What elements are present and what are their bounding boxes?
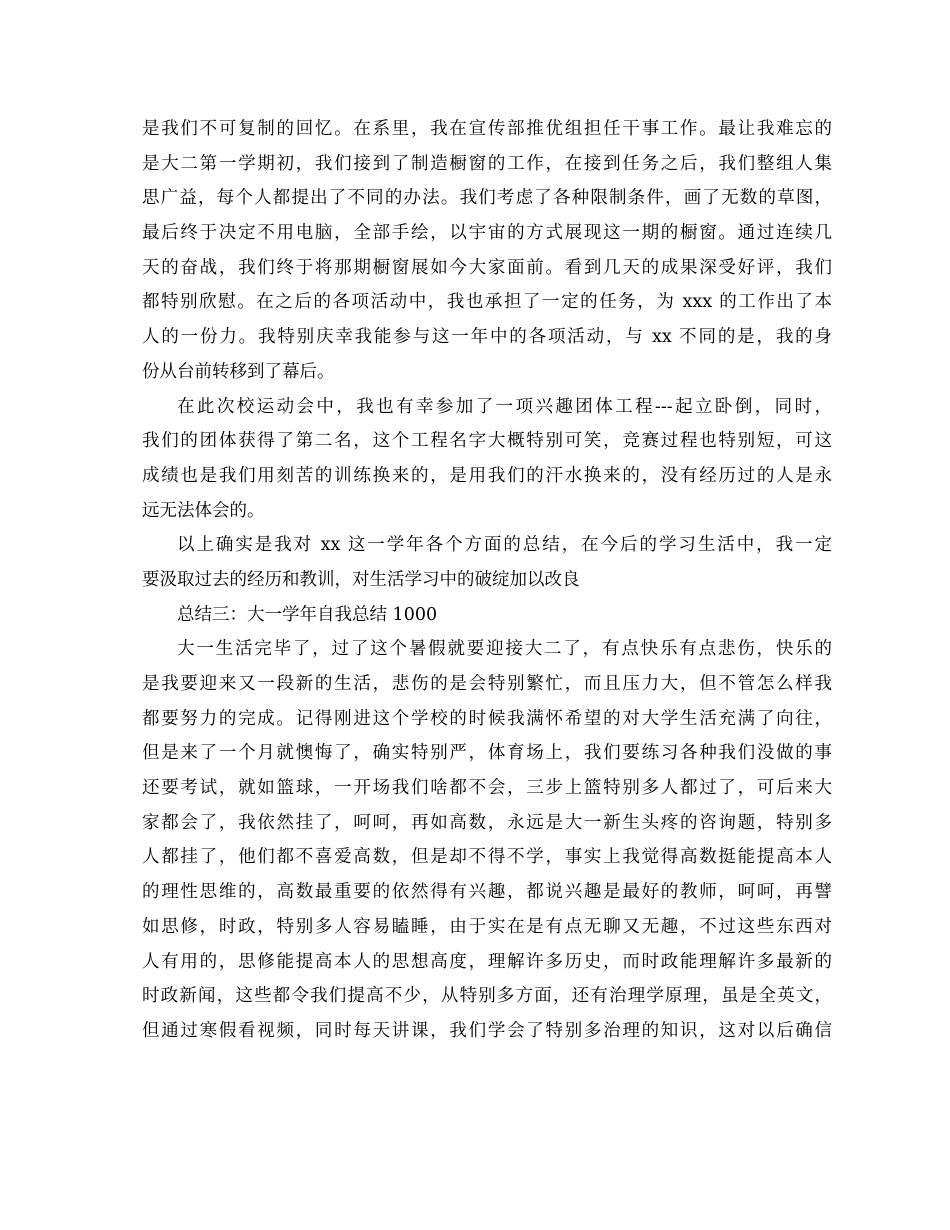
section-heading: 总结三：大一学年自我总结 1000 bbox=[177, 604, 438, 625]
text-line: 份从台前转移到了幕后。 bbox=[142, 361, 335, 382]
paragraph-start-line: 以上确实是我对 xx 这一学年各个方面的总结，在今后的学习生活中，我一定 bbox=[177, 535, 832, 556]
text-line: 是大二第一学期初，我们接到了制造橱窗的工作，在接到任务之后，我们整组人集 bbox=[142, 153, 832, 174]
text-line: 人的一份力。我特别庆幸我能参与这一年中的各项活动，与 xx 不同的是，我的身 bbox=[142, 327, 832, 348]
text-line: 但通过寒假看视频，同时每天讲课，我们学会了特别多治理的知识，这对以后确信 bbox=[142, 1020, 832, 1041]
paragraph-start-line: 在此次校运动会中，我也有幸参加了一项兴趣团体工程---起立卧倒，同时， bbox=[177, 396, 832, 417]
text-line: 时政新闻，这些都令我们提高不少，从特别多方面，还有治理学原理，虽是全英文， bbox=[142, 986, 832, 1007]
text-line: 但是来了一个月就懊悔了，确实特别严，体育场上，我们要练习各种我们没做的事 bbox=[142, 743, 832, 764]
document-body bbox=[142, 112, 832, 1049]
text-line: 天的奋战，我们终于将那期橱窗展如今大家面前。看到几天的成果深受好评，我们 bbox=[142, 257, 832, 278]
text-line: 都特别欣慰。在之后的各项活动中，我也承担了一定的任务，为 xxx 的工作出了本 bbox=[142, 292, 832, 313]
text-line: 我们的团体获得了第二名，这个工程名字大概特别可笑，竞赛过程也特别短，可这 bbox=[142, 431, 832, 452]
text-line: 的理性思维的，高数最重要的依然得有兴趣，都说兴趣是最好的教师，呵呵，再譬 bbox=[142, 882, 832, 903]
paragraph-start-line: 大一生活完毕了，过了这个暑假就要迎接大二了，有点快乐有点悲伤，快乐的 bbox=[177, 639, 832, 660]
text-line: 还要考试，就如篮球，一开场我们啥都不会，三步上篮特别多人都过了，可后来大 bbox=[142, 778, 832, 799]
text-line: 如思修，时政，特别多人容易瞌睡，由于实在是有点无聊又无趣，不过这些东西对 bbox=[142, 916, 832, 937]
text-line: 都要努力的完成。记得刚进这个学校的时候我满怀希望的对大学生活充满了向往， bbox=[142, 708, 832, 729]
text-line: 人都挂了，他们都不喜爱高数，但是却不得不学，事实上我觉得高数挺能提高本人 bbox=[142, 847, 832, 868]
text-line: 成绩也是我们用刻苦的训练换来的，是用我们的汗水换来的，没有经历过的人是永 bbox=[142, 465, 832, 486]
text-line: 最后终于决定不用电脑，全部手绘，以宇宙的方式展现这一期的橱窗。通过连续几 bbox=[142, 223, 832, 244]
text-line: 思广益，每个人都提出了不同的办法。我们考虑了各种限制条件，画了无数的草图， bbox=[142, 188, 832, 209]
text-line: 远无法体会的。 bbox=[142, 500, 265, 521]
text-line: 家都会了，我依然挂了，呵呵，再如高数，永远是大一新生头疼的咨询题，特别多 bbox=[142, 812, 832, 833]
text-line: 是我要迎来又一段新的生活，悲伤的是会特别繁忙，而且压力大，但不管怎么样我 bbox=[142, 674, 832, 694]
text-line: 人有用的，思修能提高本人的思想高度，理解许多历史，而时政能理解许多最新的 bbox=[142, 951, 832, 972]
text-line: 要汲取过去的经历和教训，对生活学习中的破绽加以改良 bbox=[142, 569, 580, 590]
text-line: 是我们不可复制的回忆。在系里，我在宣传部推优组担任干事工作。最让我难忘的 bbox=[142, 119, 832, 139]
